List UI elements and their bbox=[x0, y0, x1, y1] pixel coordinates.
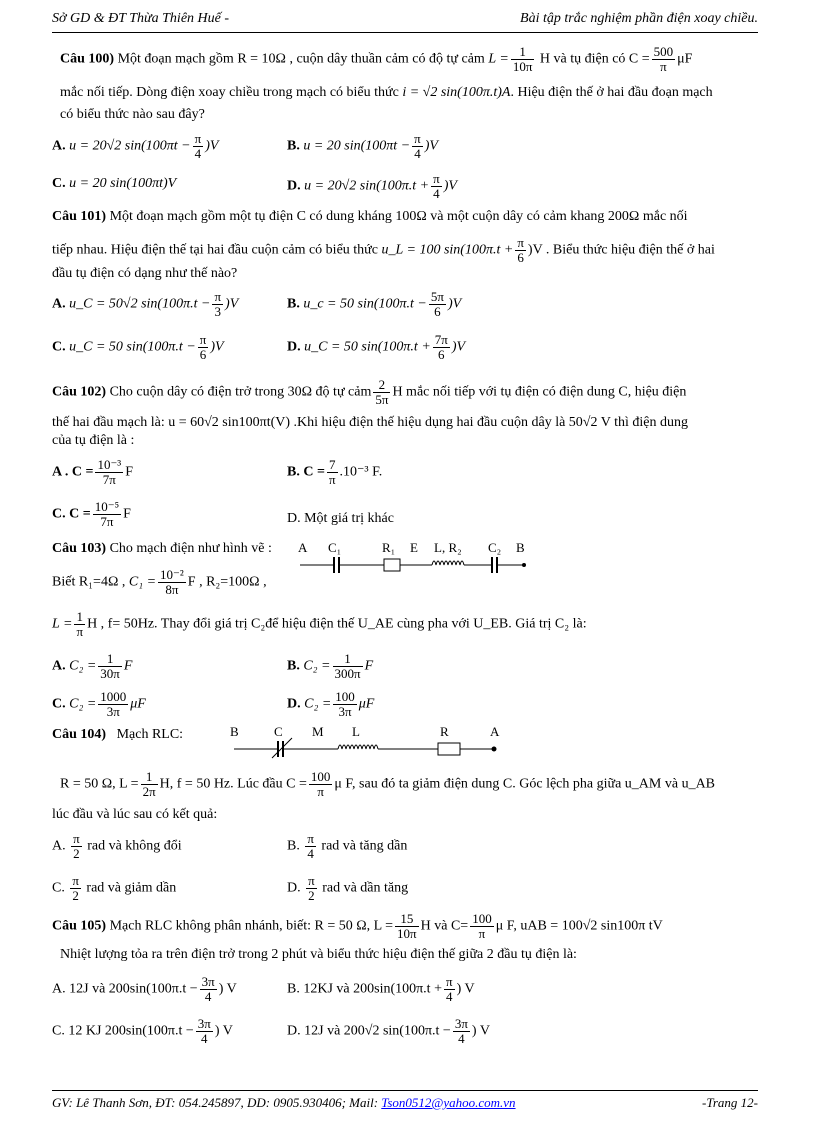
circuit-node-m: M bbox=[312, 724, 324, 739]
circuit-node-e: E bbox=[410, 540, 418, 555]
q103-line1: Câu 103) Cho mạch điện như hình vẽ : bbox=[52, 541, 272, 556]
footer-email-link[interactable]: Tson0512@yahoo.com.vn bbox=[381, 1095, 516, 1110]
q102-option-a[interactable]: A . C = $\frac{\text{10⁻³}}{7\pi}$ F bbox=[52, 457, 133, 487]
q104-line3: lúc đầu và lúc sau có kết quả: bbox=[52, 807, 218, 822]
q101-option-d[interactable]: D. u_C = 50 sin(100π.t + $\frac{7\pi}{6}$ )V bbox=[287, 332, 466, 362]
q101-line1: Câu 101) Một đoạn mạch gồm một tụ điện C có dung kháng 100Ω và một cuộn dây có cảm khang 200Ω mắc nối bbox=[52, 209, 688, 224]
q105-line1: Câu 105) Mạch RLC không phân nhánh, biết: R = 50 Ω, L = $\frac{15}{10\pi}$ H và C= $\frac{100}{\pi}$ μ F, uAB = 100√2 sin100π tV bbox=[52, 911, 663, 941]
q100-line1: Câu 100) Một đoạn mạch gồm R = 10Ω , cuộn dây thuần cảm có độ tự cảm L = $\frac{1}{10\pi}$ H và tụ điện có C = $\frac{500}{\pi}$ μF bbox=[60, 44, 693, 74]
footer-contact: GV: Lê Thanh Sơn, ĐT: 054.245897, DD: 0905.930406; Mail: bbox=[52, 1095, 379, 1110]
circuit-label-c: C bbox=[274, 724, 283, 739]
q103-line3: L = $\frac{1}{\pi}$ H , f= 50Hz. Thay đổi giá trị C₂để hiệu điện thế U_AE cùng pha với U_EB. Giá trị C₂ là: bbox=[52, 609, 587, 639]
circuit-label-r: R bbox=[440, 724, 449, 739]
q100-option-b[interactable]: B. u = 20 sin(100πt − $\frac{\pi}{4}$ )V bbox=[287, 131, 438, 161]
circuit-node-b: B bbox=[230, 724, 239, 739]
q104-circuit-diagram bbox=[228, 722, 508, 760]
q102-line2: thế hai đầu mạch là: u = 60√2 sin100πt(V) .Khi hiệu điện thế hiệu dụng hai đầu cuộn dây là 50√2 V thì điện dung bbox=[52, 415, 688, 430]
circuit-node-a: A bbox=[298, 540, 308, 555]
q100-option-d[interactable]: D. u = 20√2 sin(100π.t + $\frac{\pi}{4}$ )V bbox=[287, 171, 457, 201]
q104-line1: Câu 104) Mạch RLC: bbox=[52, 727, 184, 742]
q103-option-a[interactable]: A. C₂ = $\frac{1}{30\pi}$ F bbox=[52, 651, 133, 681]
q100-line3: có biểu thức nào sau đây? bbox=[60, 107, 205, 122]
circuit-label-l-r2: L, R₂ bbox=[434, 540, 462, 555]
q103-option-b[interactable]: B. C₂ = $\frac{1}{300\pi}$ F bbox=[287, 651, 374, 681]
page-footer bbox=[52, 1090, 758, 1111]
q103-option-c[interactable]: C. C₂ = $\frac{1000}{3\pi}$ μF bbox=[52, 689, 146, 719]
q104-option-d[interactable]: D. $\frac{\pi}{2}$ rad và dần tăng bbox=[287, 873, 409, 903]
q100-option-a[interactable]: A. u = 20√2 sin(100πt − $\frac{\pi}{4}$ )V bbox=[52, 131, 219, 161]
circuit-label-c1: C₁ bbox=[328, 540, 342, 555]
q101-option-b[interactable]: B. u_c = 50 sin(100π.t − $\frac{5\pi}{6}$ )V bbox=[287, 289, 462, 319]
page-header bbox=[52, 8, 758, 33]
circuit-node-b: B bbox=[516, 540, 525, 555]
q104-option-a[interactable]: A. $\frac{\pi}{2}$ rad và không đổi bbox=[52, 831, 182, 861]
q101-line2: tiếp nhau. Hiệu điện thế tại hai đầu cuộn cảm có biểu thức u_L = 100 sin(100π.t + $\frac{\pi}{6}$ )V . Biểu thức hiệu điện thế ở hai bbox=[52, 235, 715, 265]
q105-option-b[interactable]: B. 12KJ và 200sin(100π.t + $\frac{\pi}{4}$ ) V bbox=[287, 974, 475, 1004]
page-number: -Trang 12- bbox=[702, 1095, 758, 1110]
q100-line2: mắc nối tiếp. Dòng điện xoay chiều trong mạch có biểu thức i = √2 sin(100π.t)A. Hiệu điện thế ở hai đầu đoạn mạch bbox=[60, 85, 713, 100]
q105-line2: Nhiệt lượng tỏa ra trên điện trở trong 2 phút và biểu thức hiệu điện thế giữa 2 đầu tụ điện là: bbox=[60, 947, 577, 962]
circuit-label-r1: R₁ bbox=[382, 540, 396, 555]
circuit-node-a: A bbox=[490, 724, 500, 739]
q102-line3: của tụ điện là : bbox=[52, 433, 135, 448]
q104-option-b[interactable]: B. $\frac{\pi}{4}$ rad và tăng dần bbox=[287, 831, 408, 861]
q101-option-c[interactable]: C. u_C = 50 sin(100π.t − $\frac{\pi}{6}$ )V bbox=[52, 332, 224, 362]
q102-option-d[interactable]: D. Một giá trị khác bbox=[287, 511, 394, 526]
circuit-label-l: L bbox=[352, 724, 360, 739]
q103-line2: Biết R₁=4Ω , C₁ = $\frac{\text{10⁻²}}{8\pi}$ F , R₂=100Ω , bbox=[52, 567, 267, 597]
q102-option-b[interactable]: B. C = $\frac{7}{\pi}$ .10⁻³ F. bbox=[287, 457, 383, 487]
q101-line3: đầu tụ điện có dạng như thế nào? bbox=[52, 266, 238, 281]
q104-option-c[interactable]: C. $\frac{\pi}{2}$ rad và giảm dần bbox=[52, 873, 177, 903]
q104-line2: R = 50 Ω, L = $\frac{1}{2\pi}$ H, f = 50 Hz. Lúc đầu C = $\frac{100}{\pi}$ μ F, sau đó ta giảm điện dung C. Góc lệch pha giữa u_AM và u_AB bbox=[60, 769, 716, 799]
q105-option-a[interactable]: A. 12J và 200sin(100π.t − $\frac{3\pi}{4}$ ) V bbox=[52, 974, 237, 1004]
q103-circuit-diagram bbox=[296, 538, 546, 578]
circuit-label-c2: C₂ bbox=[488, 540, 502, 555]
q101-option-a[interactable]: A. u_C = 50√2 sin(100π.t − $\frac{\pi}{3}$ )V bbox=[52, 289, 239, 319]
q100-option-c[interactable]: C. u = 20 sin(100πt)V bbox=[52, 176, 177, 191]
q102-line1: Câu 102) Cho cuộn dây có điện trở trong 30Ω độ tự cảm $\frac{2}{5\pi}$ H mắc nối tiếp với tụ điện có điện dung C, hiệu điện bbox=[52, 377, 687, 407]
header-right: Bài tập trắc nghiệm phần điện xoay chiều. bbox=[520, 11, 758, 26]
q105-option-d[interactable]: D. 12J và 200√2 sin(100π.t − $\frac{3\pi}{4}$ ) V bbox=[287, 1016, 490, 1046]
q102-option-c[interactable]: C. C = $\frac{\text{10⁻⁵}}{7\pi}$ F bbox=[52, 499, 131, 529]
header-left: Sở GD & ĐT Thừa Thiên Huế - bbox=[52, 11, 230, 26]
q105-option-c[interactable]: C. 12 KJ 200sin(100π.t − $\frac{3\pi}{4}$ ) V bbox=[52, 1016, 233, 1046]
q103-option-d[interactable]: D. C₂ = $\frac{100}{3\pi}$ μF bbox=[287, 689, 375, 719]
